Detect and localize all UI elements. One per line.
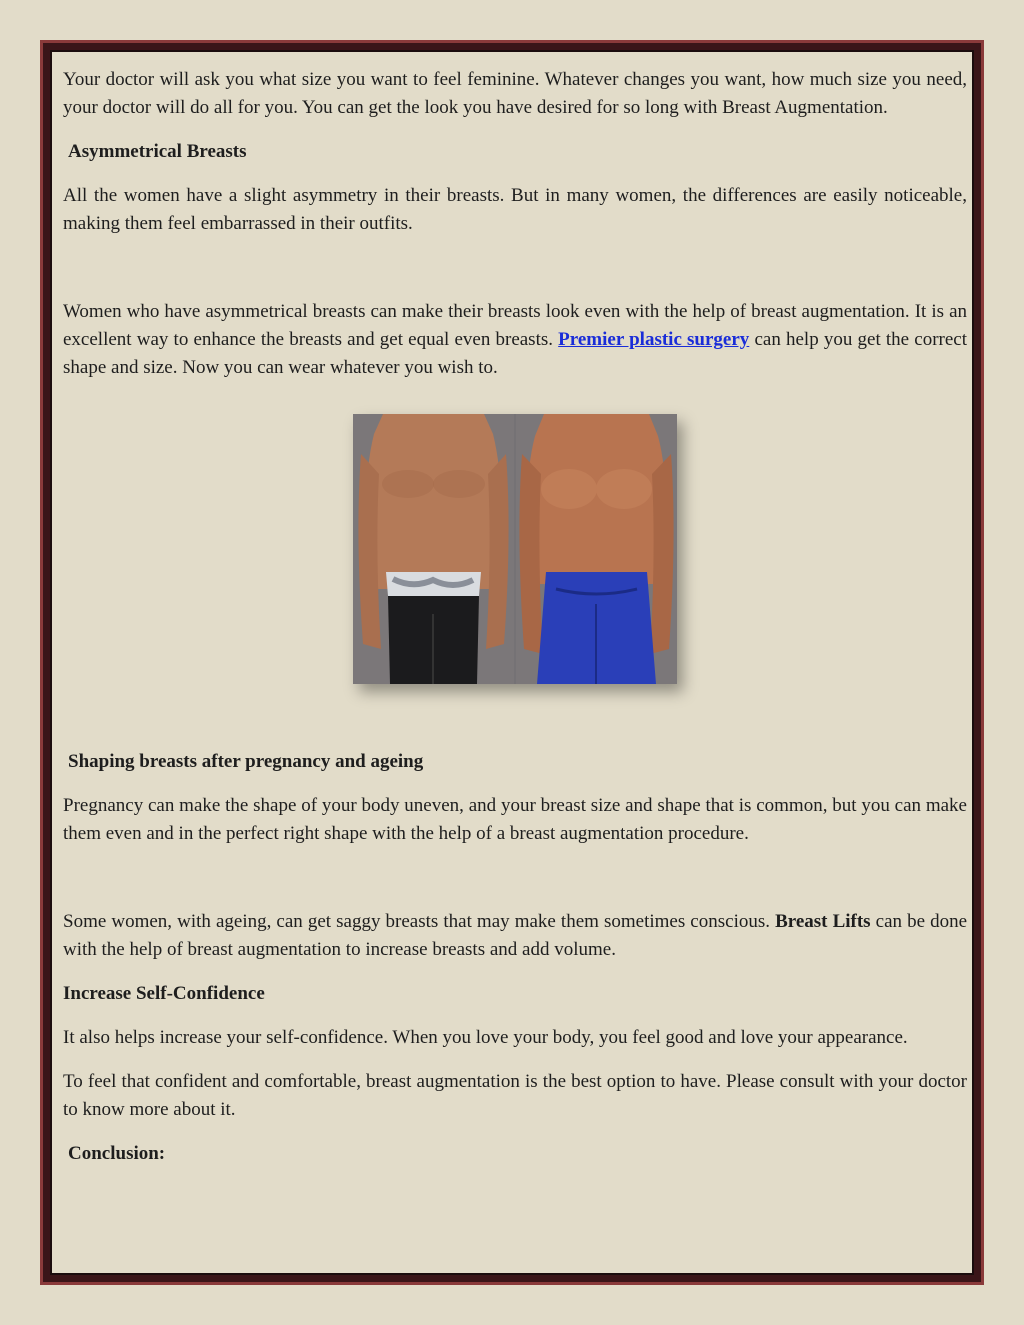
before-after-photo	[353, 414, 677, 684]
breast-lifts-bold: Breast Lifts	[775, 911, 871, 932]
article	[63, 66, 967, 1184]
asym-paragraph-1: All the women have a slight asymmetry in their breasts. But in many women, the differences are easily noticeable, making them feel embarrassed in their outfits.	[63, 185, 967, 234]
heading-shaping: Shaping breasts after pregnancy and ageing	[68, 751, 424, 772]
shaping-paragraph-1: Pregnancy can make the shape of your body uneven, and your breast size and shape that is common, but you can make them even and in the perfect right shape with the help of a breast augmentation procedure.	[63, 795, 967, 844]
asym-paragraph-2: Women who have asymmetrical breasts can make their breasts look even with the help of breast augmentation. It is an excellent way to enhance the breasts and get equal even breasts. Premier plastic surgery can help you get the correct shape and size. Now you can wear whatever you wish to.	[63, 301, 968, 378]
intro-paragraph: Your doctor will ask you what size you want to feel feminine. Whatever changes you want, how much size you need, your doctor will do all for you. You can get the look you have desired for so long with Breast Augmentation.	[63, 69, 967, 118]
heading-asymmetrical: Asymmetrical Breasts	[68, 141, 247, 162]
heading-confidence: Increase Self-Confidence	[63, 983, 265, 1004]
heading-conclusion: Conclusion:	[68, 1143, 166, 1164]
premier-plastic-surgery-link[interactable]: Premier plastic surgery	[558, 329, 750, 350]
after-photo	[516, 414, 677, 684]
page-border	[40, 40, 984, 1285]
page-body	[50, 50, 974, 1275]
confidence-paragraph-2: To feel that confident and comfortable, breast augmentation is the best option to have. Please consult with your doctor to know more about it.	[63, 1071, 967, 1120]
before-photo	[353, 414, 514, 684]
confidence-paragraph-1: It also helps increase your self-confidence. When you love your body, you feel good and love your appearance.	[63, 1027, 908, 1048]
shaping-paragraph-2: Some women, with ageing, can get saggy breasts that may make them sometimes conscious. Breast Lifts can be done with the help of breast augmentation to increase breasts and add volume.	[63, 911, 968, 960]
